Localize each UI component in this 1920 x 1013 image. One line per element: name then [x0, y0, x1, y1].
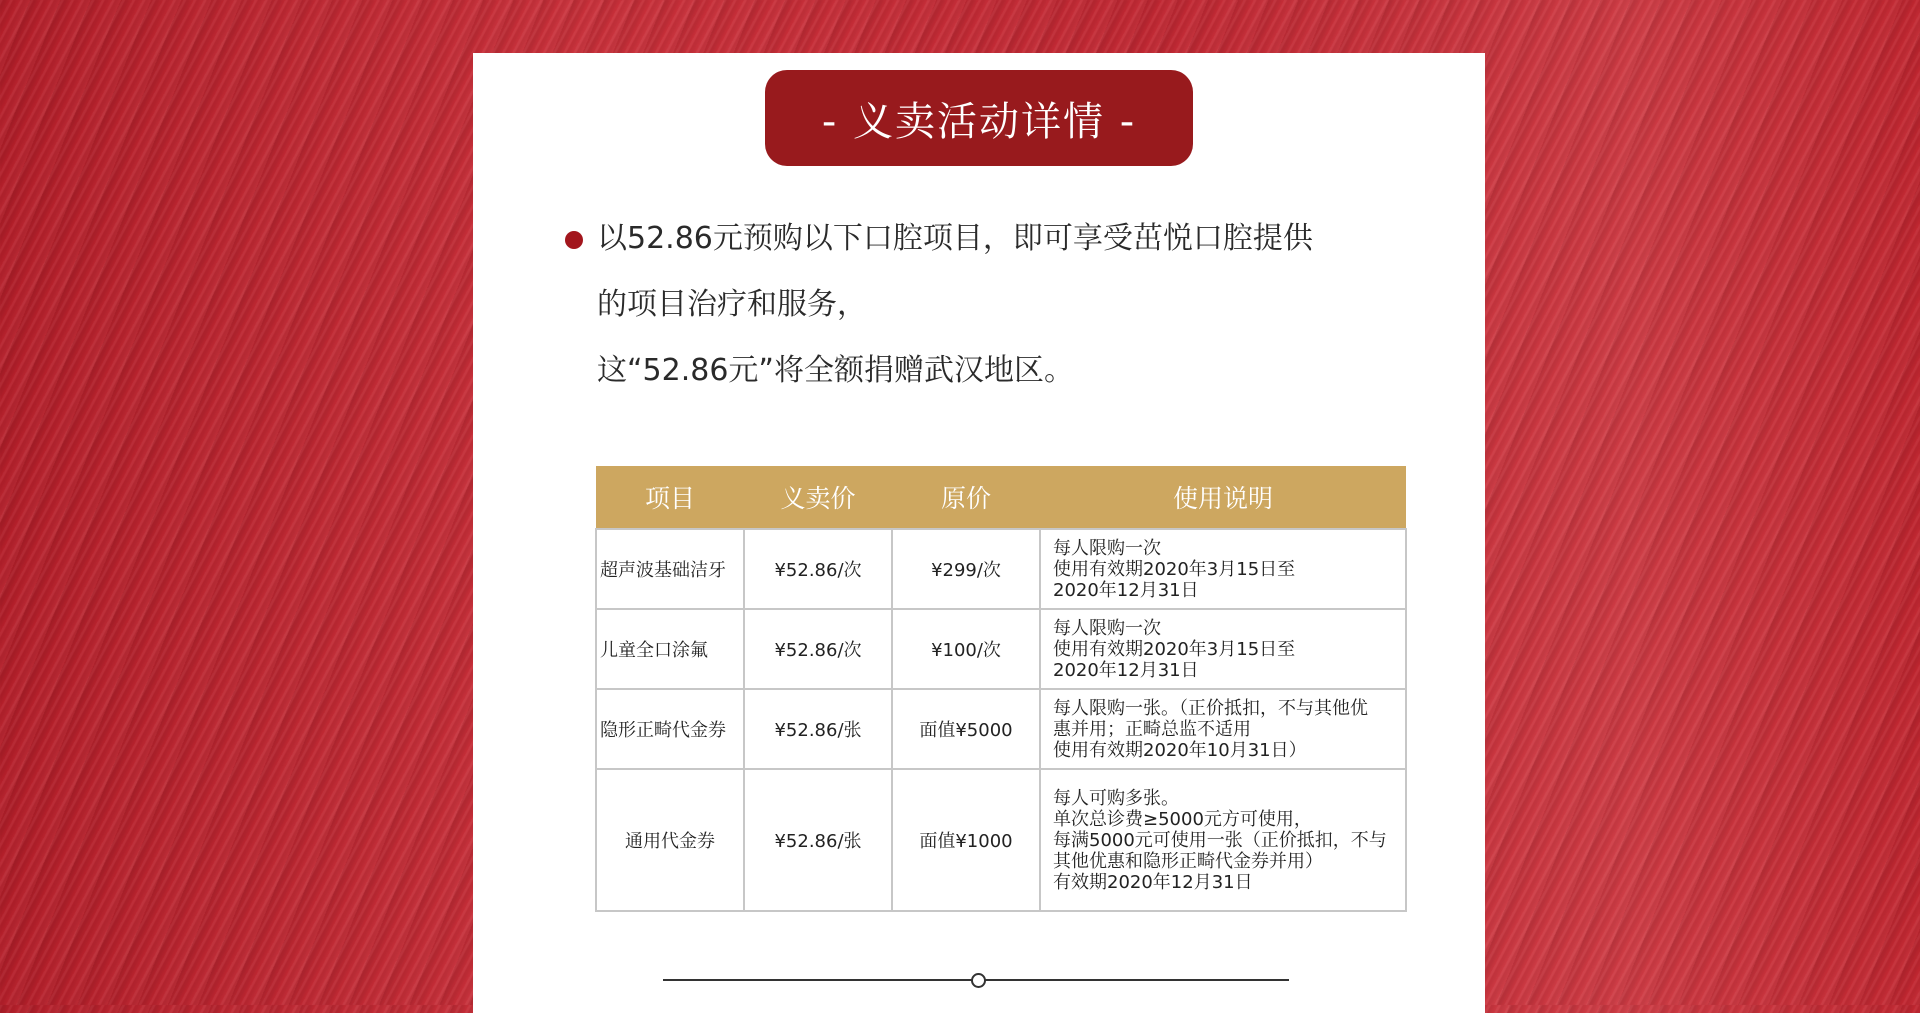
- note-line: 每满5000元可使用一张（正价抵扣，不与: [1053, 829, 1387, 851]
- note-line: 使用有效期2020年3月15日至: [1053, 558, 1296, 580]
- intro-line-3: 这“52.86元”将全额捐赠武汉地区。: [597, 353, 1074, 388]
- intro-line-2: 的项目治疗和服务，: [597, 287, 867, 322]
- note-line: 使用有效期2020年10月31日）: [1053, 739, 1307, 761]
- cell-charity-price: ¥52.86/张: [744, 769, 892, 911]
- divider-circle-icon: [971, 973, 986, 988]
- note-line: 每人可购多张。: [1053, 787, 1179, 809]
- cell-item: 儿童全口涂氟: [596, 609, 744, 689]
- charity-items-table: [595, 466, 1407, 912]
- cell-usage-notes: [1040, 609, 1406, 689]
- table-row: [596, 529, 1406, 609]
- header-usage-notes: 使用说明: [1040, 466, 1406, 529]
- table-row: [596, 689, 1406, 769]
- intro-line-1: 以52.86元预购以下口腔项目，即可享受茁悦口腔提供: [597, 221, 1313, 256]
- table-header-row: [596, 466, 1406, 529]
- cell-usage-notes: [1040, 769, 1406, 911]
- header-charity-price: 义卖价: [744, 466, 892, 529]
- note-line: 惠并用；正畸总监不适用: [1053, 718, 1251, 740]
- content-panel: [473, 53, 1485, 1013]
- cell-original-price: ¥299/次: [892, 529, 1040, 609]
- cell-original-price: ¥100/次: [892, 609, 1040, 689]
- note-line: 每人限购一次: [1053, 617, 1161, 639]
- cell-charity-price: ¥52.86/张: [744, 689, 892, 769]
- table-row: [596, 609, 1406, 689]
- cell-item: 通用代金券: [596, 769, 744, 911]
- cell-item: 隐形正畸代金券: [596, 689, 744, 769]
- note-line: 使用有效期2020年3月15日至: [1053, 638, 1296, 660]
- cell-original-price: 面值¥5000: [892, 689, 1040, 769]
- cell-original-price: 面值¥1000: [892, 769, 1040, 911]
- note-line: 2020年12月31日: [1053, 659, 1199, 681]
- bullet-dot-icon: [565, 231, 583, 249]
- section-title: - 义卖活动详情 -: [821, 98, 1137, 145]
- table-row: [596, 769, 1406, 911]
- cell-usage-notes: [1040, 689, 1406, 769]
- note-line: 单次总诊费≥5000元方可使用，: [1053, 808, 1312, 830]
- section-title-banner: [765, 70, 1193, 166]
- note-line: 其他优惠和隐形正畸代金券并用）: [1053, 850, 1323, 872]
- note-line: 每人限购一次: [1053, 537, 1161, 559]
- note-line: 有效期2020年12月31日: [1053, 871, 1253, 893]
- cell-charity-price: ¥52.86/次: [744, 609, 892, 689]
- cell-charity-price: ¥52.86/次: [744, 529, 892, 609]
- header-item: 项目: [596, 466, 744, 529]
- note-line: 每人限购一张。（正价抵扣，不与其他优: [1053, 697, 1368, 719]
- cell-usage-notes: [1040, 529, 1406, 609]
- cell-item: 超声波基础洁牙: [596, 529, 744, 609]
- note-line: 2020年12月31日: [1053, 579, 1199, 601]
- header-original-price: 原价: [892, 466, 1040, 529]
